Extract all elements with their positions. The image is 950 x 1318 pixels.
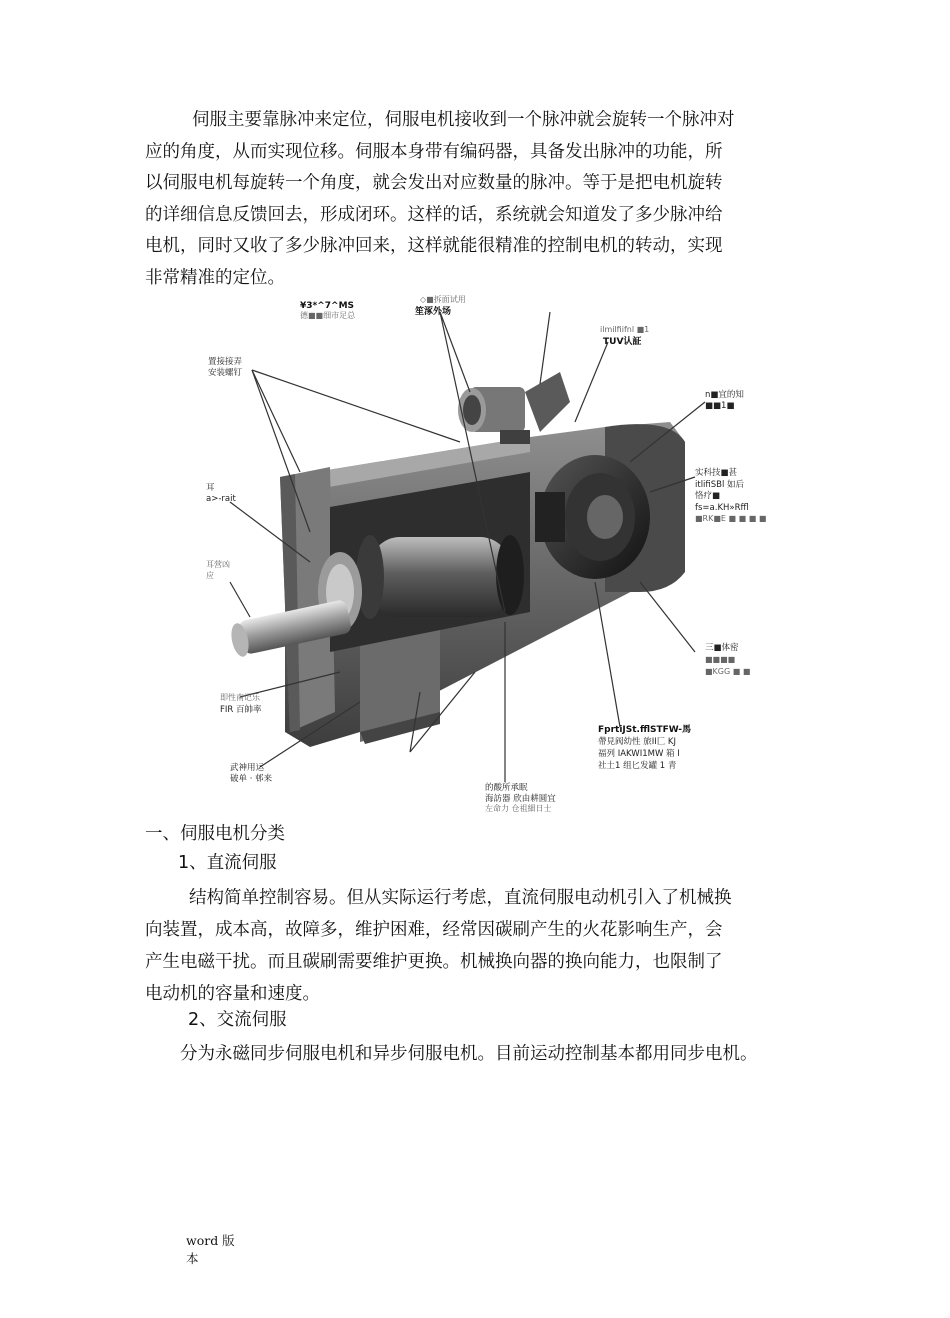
label-top-center: 笙涿外场: [415, 307, 452, 317]
intro-line: 的详细信息反馈回去，形成闭环。这样的话，系统就会知道发了多少脉冲给: [145, 204, 723, 225]
label-left-top-1: 置接接弄: [208, 357, 243, 367]
dc-line: 向装置，成本高，故障多，维护困难，经常因碳刷产生的火花影响生产，会: [145, 920, 723, 940]
servo-motor-illustration: [200, 292, 770, 812]
intro-paragraph: [145, 105, 825, 294]
label-bottom-center-1: 的酸所承眠: [485, 783, 528, 793]
label-left-mid-1: 耳: [206, 483, 215, 493]
label-top-left: ¥3*^7^MS: [300, 301, 355, 311]
label-right-low-1: 三■体密: [705, 643, 739, 653]
label-bottom-right-3: 福列 IAKWI1MW 箱 I: [598, 749, 680, 759]
label-right-low-3: ■KGG ■ ■: [705, 667, 751, 676]
label-top-center-small: ◇■拆面试用: [420, 295, 466, 304]
label-left-low-1: 耳营凶: [206, 560, 230, 569]
ac-servo-text: 分为永磁同步伺服电机和异步伺服电机。目前运动控制基本都用同步电机。: [180, 1044, 758, 1064]
label-bottom-right-2: 帶見阀幼性 旅II匚 KJ: [598, 737, 676, 747]
label-right-mid-3: 恪疗■: [695, 491, 721, 501]
label-bottom-center-3: 左命力 仓祖細日士: [485, 804, 552, 812]
label-right-mid-5: ■RK■E ■ ■ ■ ■: [695, 514, 767, 523]
label-right-mid-2: itlifiSBl 如后: [695, 480, 745, 490]
footer-line: word 版: [186, 1233, 235, 1248]
intro-line: 非常精准的定位。: [145, 267, 285, 288]
label-right-mid-4: fs=a.KH»Rffl: [695, 503, 749, 513]
label-bottom-left-1: 即性南记乐: [220, 693, 260, 702]
dc-line: 电动机的容量和速度。: [145, 984, 320, 1004]
intro-line: 电机，同时又收了多少脉冲回来，这样就能很精准的控制电机的转动，实现: [145, 236, 723, 256]
dc-line: 产生电磁干扰。而且碳刷需要维护更换。机械换向器的换向能力，也限制了: [145, 952, 723, 972]
rotor: [356, 535, 524, 619]
label-tuv: TUV认証: [603, 337, 642, 347]
label-right-low-2: ■■■■: [705, 655, 736, 664]
ac-servo-heading: 2、交流伺服: [188, 1010, 287, 1030]
label-right-top-1: n■宜的知: [705, 390, 744, 400]
label-bottom-right-1: FprtiJSt.fflSTFW-馬: [598, 725, 692, 735]
dc-servo-heading: 1、直流伺服: [178, 853, 277, 873]
page-footer: [186, 1232, 235, 1268]
label-bottom-left-2: FIR 百帥率: [220, 705, 262, 715]
intro-line: 以伺服电机每旋转一个角度，就会发出对应数量的脉冲。等于是把电机旋转: [145, 173, 723, 193]
label-bottom-left2-2: 破单 · 邨来: [230, 774, 273, 784]
intro-line: 应的角度，从而实现位移。伺服本身带有编码器，具备发出脉冲的功能，所: [145, 141, 723, 162]
label-right-mid-1: 实科技■甚: [695, 468, 738, 478]
label-bottom-left2-1: 武神用运: [230, 763, 265, 773]
label-top-left-small: 德■■细市足总: [300, 311, 356, 320]
connector: [458, 372, 570, 444]
label-bottom-center-2: 海訪器 欣由耕圆宜: [485, 794, 556, 804]
section-heading: 一、伺服电机分类: [145, 824, 285, 844]
label-left-mid-2: a>-rait: [206, 494, 236, 504]
label-left-low-2: 应: [206, 571, 214, 580]
servo-motor-figure: [200, 292, 770, 812]
intro-line: 伺服主要靠脉冲来定位，伺服电机接收到一个脉冲就会旋转一个脉冲对: [192, 110, 735, 130]
label-tuv-small: ilmilfiifnl ■1: [600, 325, 650, 334]
dc-line: 结构简单控制容易。但从实际运行考虑，直流伺服电动机引入了机械换: [189, 888, 732, 908]
label-left-top-2: 安装螺钉: [208, 368, 243, 378]
label-right-top-2: ■■1■: [705, 401, 735, 411]
dc-servo-paragraph: [145, 882, 825, 1010]
footer-line: 本: [186, 1251, 199, 1266]
label-bottom-right-4: 社土1 组匕发罐 1 青: [598, 761, 677, 771]
